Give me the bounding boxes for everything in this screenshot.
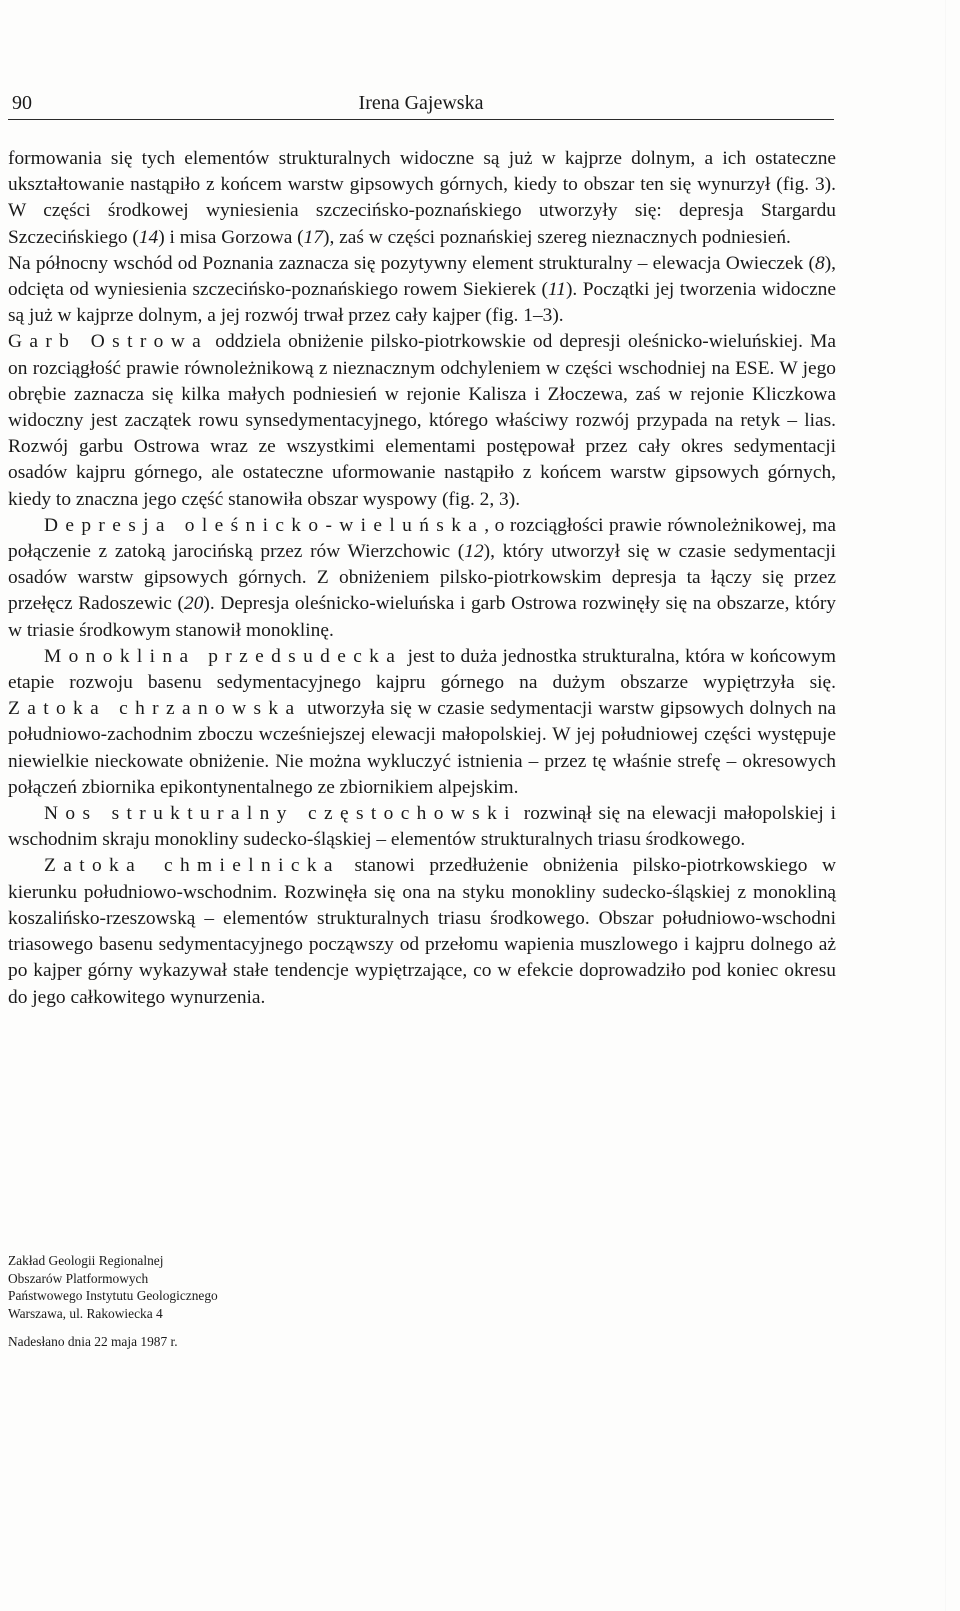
structural-unit-term: Zatoka chrzanowska <box>8 698 302 720</box>
text-run: formowania się tych elementów strukturalnych widoczne są już w kajprze dolnym, a ich ostateczne ukształtowanie nastąpiło z końcem warstw gipsowych górnych, kiedy to obszar ten się wynurzył (fig. 3). W części środkowej wyniesienia szczecińsko-poznańskiego utworzyły się: depresja Stargardu Szczecińskiego ( <box>8 148 836 248</box>
author-affiliation <box>8 1252 408 1322</box>
text-run: , o rozciągłości prawie równoleżnikowej, ma połączenie z zatoką jarocińską przez rów Wierzchowic ( <box>8 514 836 563</box>
text-run: ), zaś w części poznańskiej szereg nieznacznych podniesień. <box>323 226 791 248</box>
paragraph-5 <box>8 644 836 801</box>
figure-reference: 14 <box>138 226 159 248</box>
paragraph-2 <box>8 251 836 330</box>
structural-unit-term: Nos strukturalny częstochowski <box>44 803 517 825</box>
affiliation-line: Zakład Geologii Regionalnej <box>8 1253 164 1268</box>
scan-edge-mark <box>945 0 946 1611</box>
paragraph-7 <box>8 853 836 1010</box>
figure-reference: 20 <box>184 593 204 615</box>
text-run: Na północny wschód od Poznania zaznacza się pozytywny element strukturalny – elewacja Owieczek ( <box>8 252 815 274</box>
text-run: oddziela obniżenie pilsko-piotrkowskie od depresji oleśnicko-wieluńskiej. Ma on rozciągłość prawie równoleżnikową z nieznacznym odchyleniem w części wschodniej na ESE. W jego obrębie zaznacza się kilka małych podniesień w rejonie Kalisza i Złoczewa, zaś w rejonie Kliczkowa widoczny jest zaczątek rowu synsedymentacyjnego, którego właściwy rozwój przypada na retyk – lias. Rozwój garbu Ostrowa wraz ze wszystkimi elementami postępował przez cały okres sedymentacji osadów kajpru górnego, ale ostateczne uformowanie nastąpiło z końcem warstw gipsowych górnych, kiedy to znaczna jego część stanowiła obszar wyspowy (fig. 2, 3). <box>8 331 836 510</box>
affiliation-line: Obszarów Platformowych <box>8 1270 149 1286</box>
running-author: Irena Gajewska <box>358 92 484 114</box>
article-body <box>8 146 836 1011</box>
text-run: ). Początki jej tworzenia widoczne są już w kajprze dolnym, a jej rozwój trwał przez cały kajper (fig. 1–3). <box>8 279 836 327</box>
text-run: utworzyła się w czasie sedymentacji warstw gipsowych dolnych na południowo-zachodnim zboczu wcześniejszej elewacji małopolskiej. W jej południowej części występuje niewielkie nieckowate obniżenie. Nie można wykluczyć istnienia – przez tę właśnie strefę – okresowych połączeń zbiornika epikontynentalnego ze zbiornikiem alpejskim. <box>8 698 836 798</box>
text-run: ) i misa Gorzowa ( <box>158 226 304 248</box>
text-run: rozwinął się na elewacji małopolskiej i wschodnim skraju monokliny sudecko-śląskiej – elementów strukturalnych triasu środkowego. <box>8 803 836 851</box>
figure-reference: 11 <box>547 279 566 301</box>
running-header <box>8 91 834 120</box>
structural-unit-term: Zatoka chmielnicka <box>44 855 340 877</box>
structural-unit-term: Garb Ostrowa <box>8 331 209 353</box>
text-run: stanowi przedłużenie obniżenia pilsko-piotrkowskiego w kierunku południowo-wschodnim. Rozwinęła się ona na styku monokliny sudecko-śląskiej z monokliną koszalińsko-rzeszowską – elementów strukturalnych triasu środkowego. Obszar południowo-wschodni triasowego basenu sedymentacyjnego począwszy od przełomu wapienia muszlowego i kajpru dolnego aż po kajper górny wykazywał stałe tendencje wypiętrzające, co w efekcie doprowadziło pod koniec okresu do jego całkowitego wynurzenia. <box>8 855 836 1008</box>
text-run: ), który utworzył się w czasie sedymentacji osadów warstw gipsowych górnych. Z obniżeniem pilsko-piotrkowskim depresja ta łączy się przez przełęcz Radoszewic ( <box>8 541 836 615</box>
affiliation-line: Państwowego Instytutu Geologicznego <box>8 1288 218 1304</box>
paragraph-6 <box>8 801 836 853</box>
paragraph-1 <box>8 146 836 251</box>
paragraph-3 <box>8 329 836 512</box>
text-run: ), odcięta od wyniesienia szczecińsko-poznańskiego rowem Siekierek ( <box>8 252 836 301</box>
structural-unit-term: Monoklina przedsudecka <box>44 645 403 667</box>
structural-unit-term: Depresja oleśnicko-wieluńska <box>44 514 485 536</box>
page-number: 90 <box>12 92 32 114</box>
text-run: ). Depresja oleśnicko-wieluńska i garb Ostrowa rozwinęły się na obszarze, który w triasie środkowym stanowił monoklinę. <box>8 593 836 641</box>
received-date: Nadesłano dnia 22 maja 1987 r. <box>8 1334 178 1349</box>
paragraph-4 <box>8 513 836 644</box>
figure-reference: 8 <box>814 252 825 274</box>
text-run: jest to duża jednostka strukturalna, która w końcowym etapie rozwoju basenu sedymentacyjnego kajpru górnego na dużym obszarze wypiętrzyła się. <box>8 645 836 694</box>
affiliation-line: Warszawa, ul. Rakowiecka 4 <box>8 1305 163 1321</box>
figure-reference: 12 <box>464 541 484 563</box>
figure-reference: 17 <box>303 226 324 248</box>
